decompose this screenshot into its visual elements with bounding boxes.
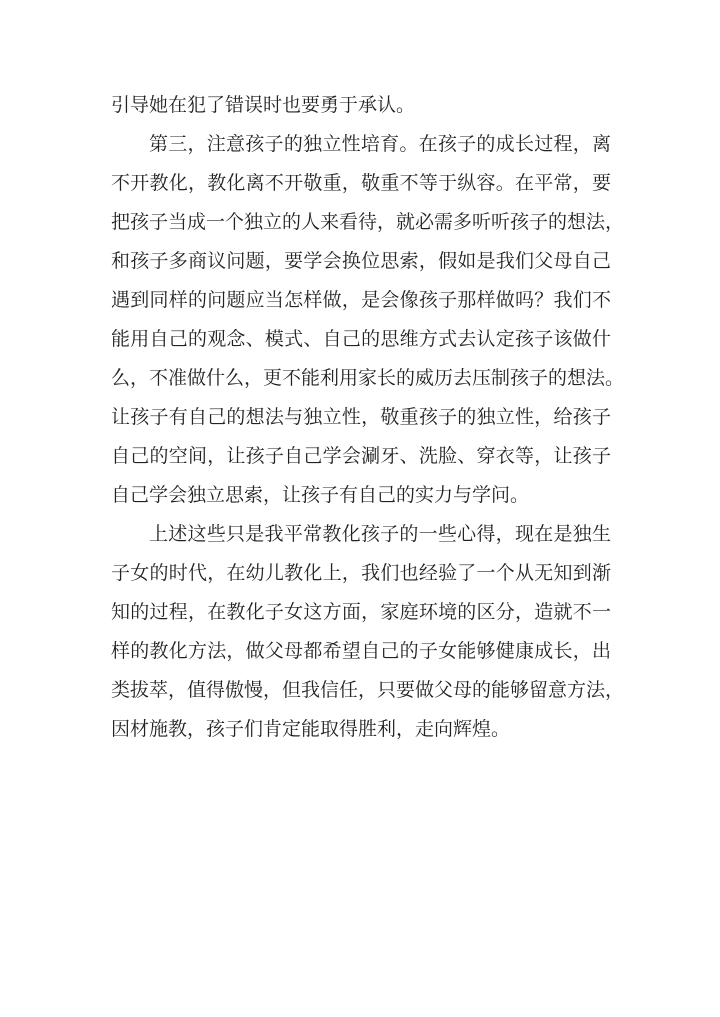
paragraph-line: 因材施教，孩子们肯定能取得胜利，走向辉煌。 (111, 718, 511, 740)
paragraph-line: 类拔萃，值得傲慢，但我信任，只要做父母的能够留意方法， (111, 679, 625, 701)
paragraph-line: 和孩子多商议问题，要学会换位思索，假如是我们父母自己 (111, 250, 611, 272)
paragraph-line: 能用自己的观念、模式、自己的思维方式去认定孩子该做什 (111, 328, 611, 350)
paragraph-line: 么，不准做什么，更不能利用家长的威历去压制孩子的想法。 (111, 367, 625, 389)
paragraph-line: 第三，注意孩子的独立性培育。在孩子的成长过程，离 (149, 133, 611, 155)
paragraph-line: 上述这些只是我平常教化孩子的一些心得，现在是独生 (149, 523, 611, 545)
paragraph-line: 引导她在犯了错误时也要勇于承认。 (111, 94, 416, 116)
paragraph-line: 样的教化方法，做父母都希望自己的子女能够健康成长，出 (111, 640, 611, 662)
paragraph-line: 自己的空间，让孩子自己学会涮牙、洗脸、穿衣等，让孩子 (111, 445, 611, 467)
paragraph-line: 遇到同样的问题应当怎样做，是会像孩子那样做吗？我们不 (111, 289, 611, 311)
paragraph-line: 子女的时代，在幼儿教化上，我们也经验了一个从无知到渐 (111, 562, 611, 584)
paragraph-line: 把孩子当成一个独立的人来看待，就必需多听听孩子的想法， (111, 211, 625, 233)
paragraph-line: 让孩子有自己的想法与独立性，敬重孩子的独立性，给孩子 (111, 406, 611, 428)
paragraph-line: 知的过程，在教化子女这方面，家庭环境的区分，造就不一 (111, 601, 611, 623)
body-text (111, 86, 625, 749)
paragraph-line: 自己学会独立思索，让孩子有自己的实力与学问。 (111, 484, 530, 506)
paragraph-line: 不开教化，教化离不开敬重，敬重不等于纵容。在平常，要 (111, 172, 611, 194)
